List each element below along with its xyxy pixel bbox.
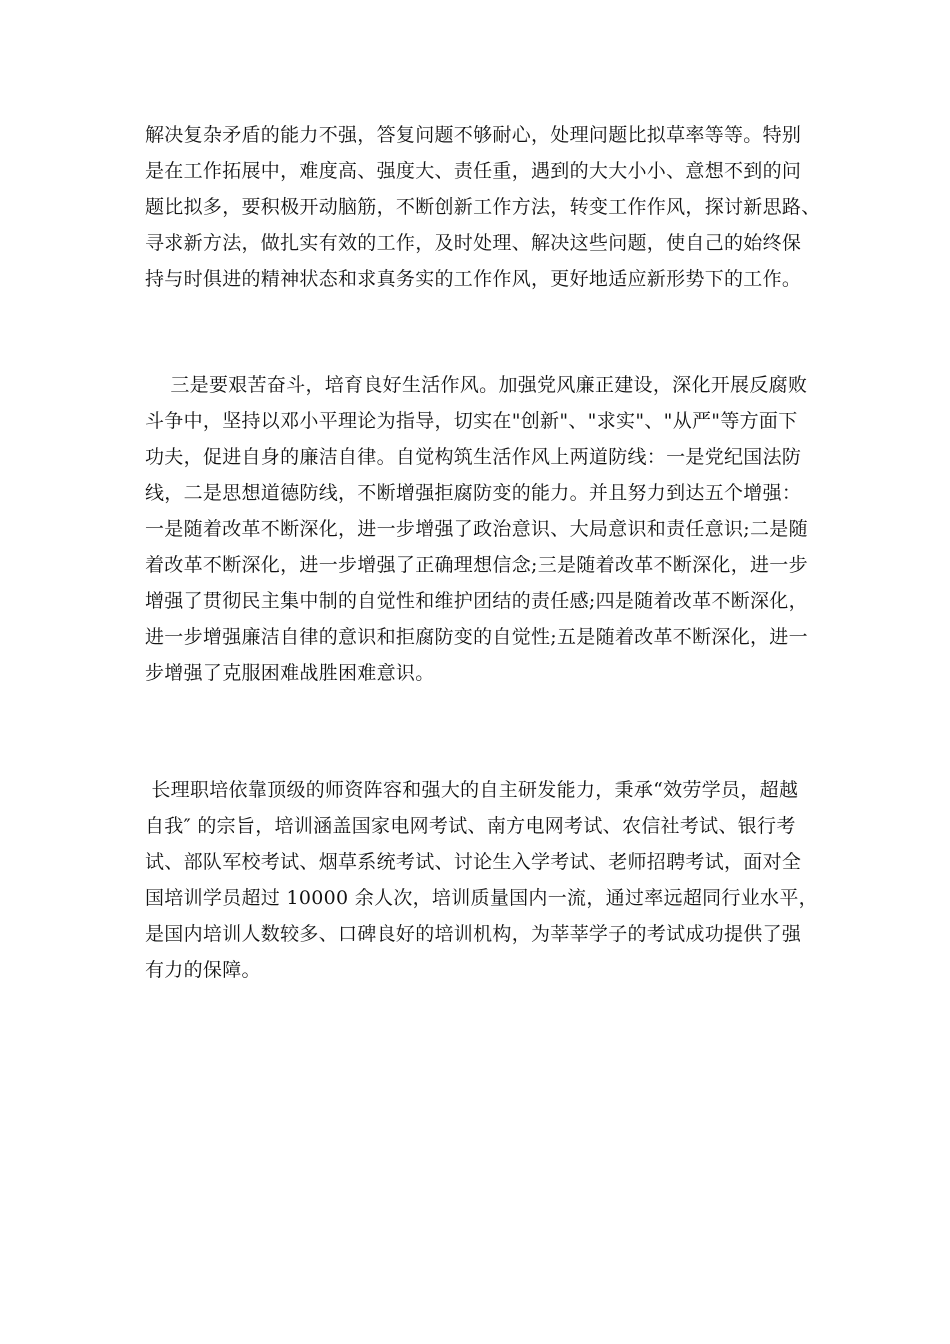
text-line: 有力的保障。 [145,959,261,981]
text-line: 一是随着改革不断深化，进一步增强了政治意识、大局意识和责任意识;二是随 [145,518,808,540]
text-line: 是国内培训人数较多、口碑良好的培训机构，为莘莘学子的考试成功提供了强 [145,923,802,945]
paragraph-training-promo [145,772,818,988]
text-line: 步增强了克服困难战胜困难意识。 [145,662,435,684]
text-line: 国培训学员超过 10000 余人次，培训质量国内一流，通过率远超同行业水平， [145,887,818,909]
text-line: 题比拟多，要积极开动脑筋，不断创新工作方法，转变工作作风，探讨新思路、 [145,196,821,218]
text-line: 增强了贯彻民主集中制的自觉性和维护团结的责任感;四是随着改革不断深化， [145,590,808,612]
text-line: 解决复杂矛盾的能力不强，答复问题不够耐心，处理问题比拟草率等等。特别 [145,124,802,146]
text-line: 是在工作拓展中，难度高、强度大、责任重，遇到的大大小小、意想不到的问 [145,160,802,182]
text-line: 斗争中，坚持以邓小平理论为指导，切实在"创新"、"求实"、"从严"等方面下 [145,410,798,432]
text-line: 寻求新方法，做扎实有效的工作，及时处理、解决这些问题，使自己的始终保 [145,232,802,254]
text-line: 持与时俱进的精神状态和求真务实的工作作风，更好地适应新形势下的工作。 [145,268,802,290]
paragraph-work-methods [145,117,821,297]
text-line: 试、部队军校考试、烟草系统考试、讨论生入学考试、老师招聘考试，面对全 [145,851,802,873]
paragraph-hard-work [145,367,815,691]
text-line: 自我″ 的宗旨，培训涵盖国家电网考试、南方电网考试、农信社考试、银行考 [145,815,796,837]
text-line: 功夫，促进自身的廉洁自律。自觉构筑生活作风上两道防线：一是党纪国法防 [145,446,802,468]
text-line: 三是要艰苦奋斗，培育良好生活作风。加强党风廉正建设，深化开展反腐败 [145,374,808,396]
text-line: 着改革不断深化，进一步增强了正确理想信念;三是随着改革不断深化，进一步 [145,554,808,576]
text-line: 线，二是思想道德防线，不断增强拒腐防变的能力。并且努力到达五个增强： [145,482,802,504]
text-line: 长理职培依靠顶级的师资阵容和强大的自主研发能力，秉承“效劳学员，超越 [145,779,799,801]
text-line: 进一步增强廉洁自律的意识和拒腐防变的自觉性;五是随着改革不断深化，进一 [145,626,808,648]
